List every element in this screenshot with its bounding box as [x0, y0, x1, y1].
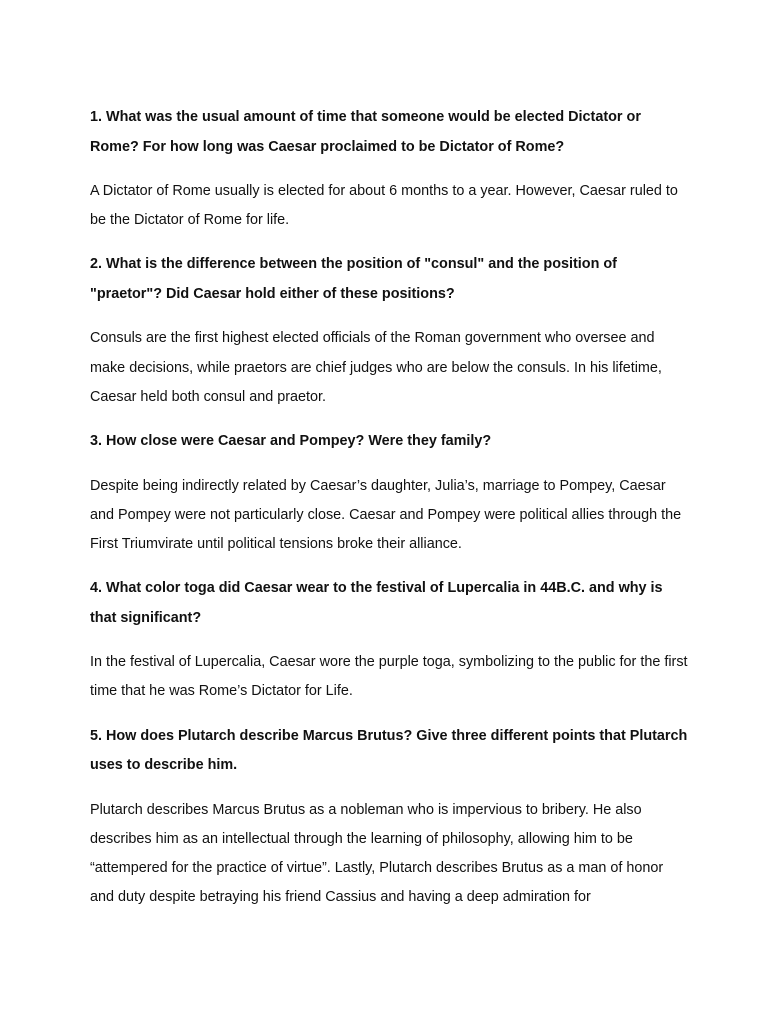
qa-item-5 [90, 722, 690, 913]
question-1: 1. What was the usual amount of time that someone would be elected Dictator or Rome? For how long was Caesar proclaimed to be Dictator of Rome? [90, 109, 641, 155]
question-5: 5. How does Plutarch describe Marcus Brutus? Give three different points that Plutarch uses to describe him. [90, 727, 688, 774]
answer-3: Despite being indirectly related by Caesar’s daughter, Julia’s, marriage to Pompey, Caesar and Pompey were not particularly close. Caesar and Pompey were political allies through the First Triumvirate until political tensions broke their alliance. [90, 477, 682, 552]
answer-1: A Dictator of Rome usually is elected for about 6 months to a year. However, Caesar ruled to be the Dictator of Rome for life. [90, 183, 678, 229]
question-3: 3. How close were Caesar and Pompey? Were they family? [90, 433, 492, 450]
qa-item-2 [90, 250, 690, 412]
answer-4: In the festival of Lupercalia, Caesar wore the purple toga, symbolizing to the public for the first time that he was Rome’s Dictator for Life. [90, 654, 688, 700]
document-page [90, 103, 690, 927]
qa-item-1 [90, 103, 690, 235]
answer-2: Consuls are the first highest elected officials of the Roman government who oversee and make decisions, while praetors are chief judges who are below the consuls. In his lifetime, Caesar held both consul and praetor. [90, 330, 662, 405]
qa-item-4 [90, 574, 690, 706]
question-2: 2. What is the difference between the position of "consul" and the position of "praetor"? Did Caesar hold either of these positions? [90, 256, 617, 302]
question-4: 4. What color toga did Caesar wear to the festival of Lupercalia in 44B.C. and why is that significant? [90, 580, 663, 626]
answer-5: Plutarch describes Marcus Brutus as a nobleman who is impervious to bribery. He also describes him as an intellectual through the learning of philosophy, allowing him to be “attempered for the practice of virtue”. Lastly, Plutarch describes Brutus as a man of honor and duty despite betraying his friend Cassius and having a deep admiration for [90, 801, 664, 906]
qa-item-3 [90, 427, 690, 559]
